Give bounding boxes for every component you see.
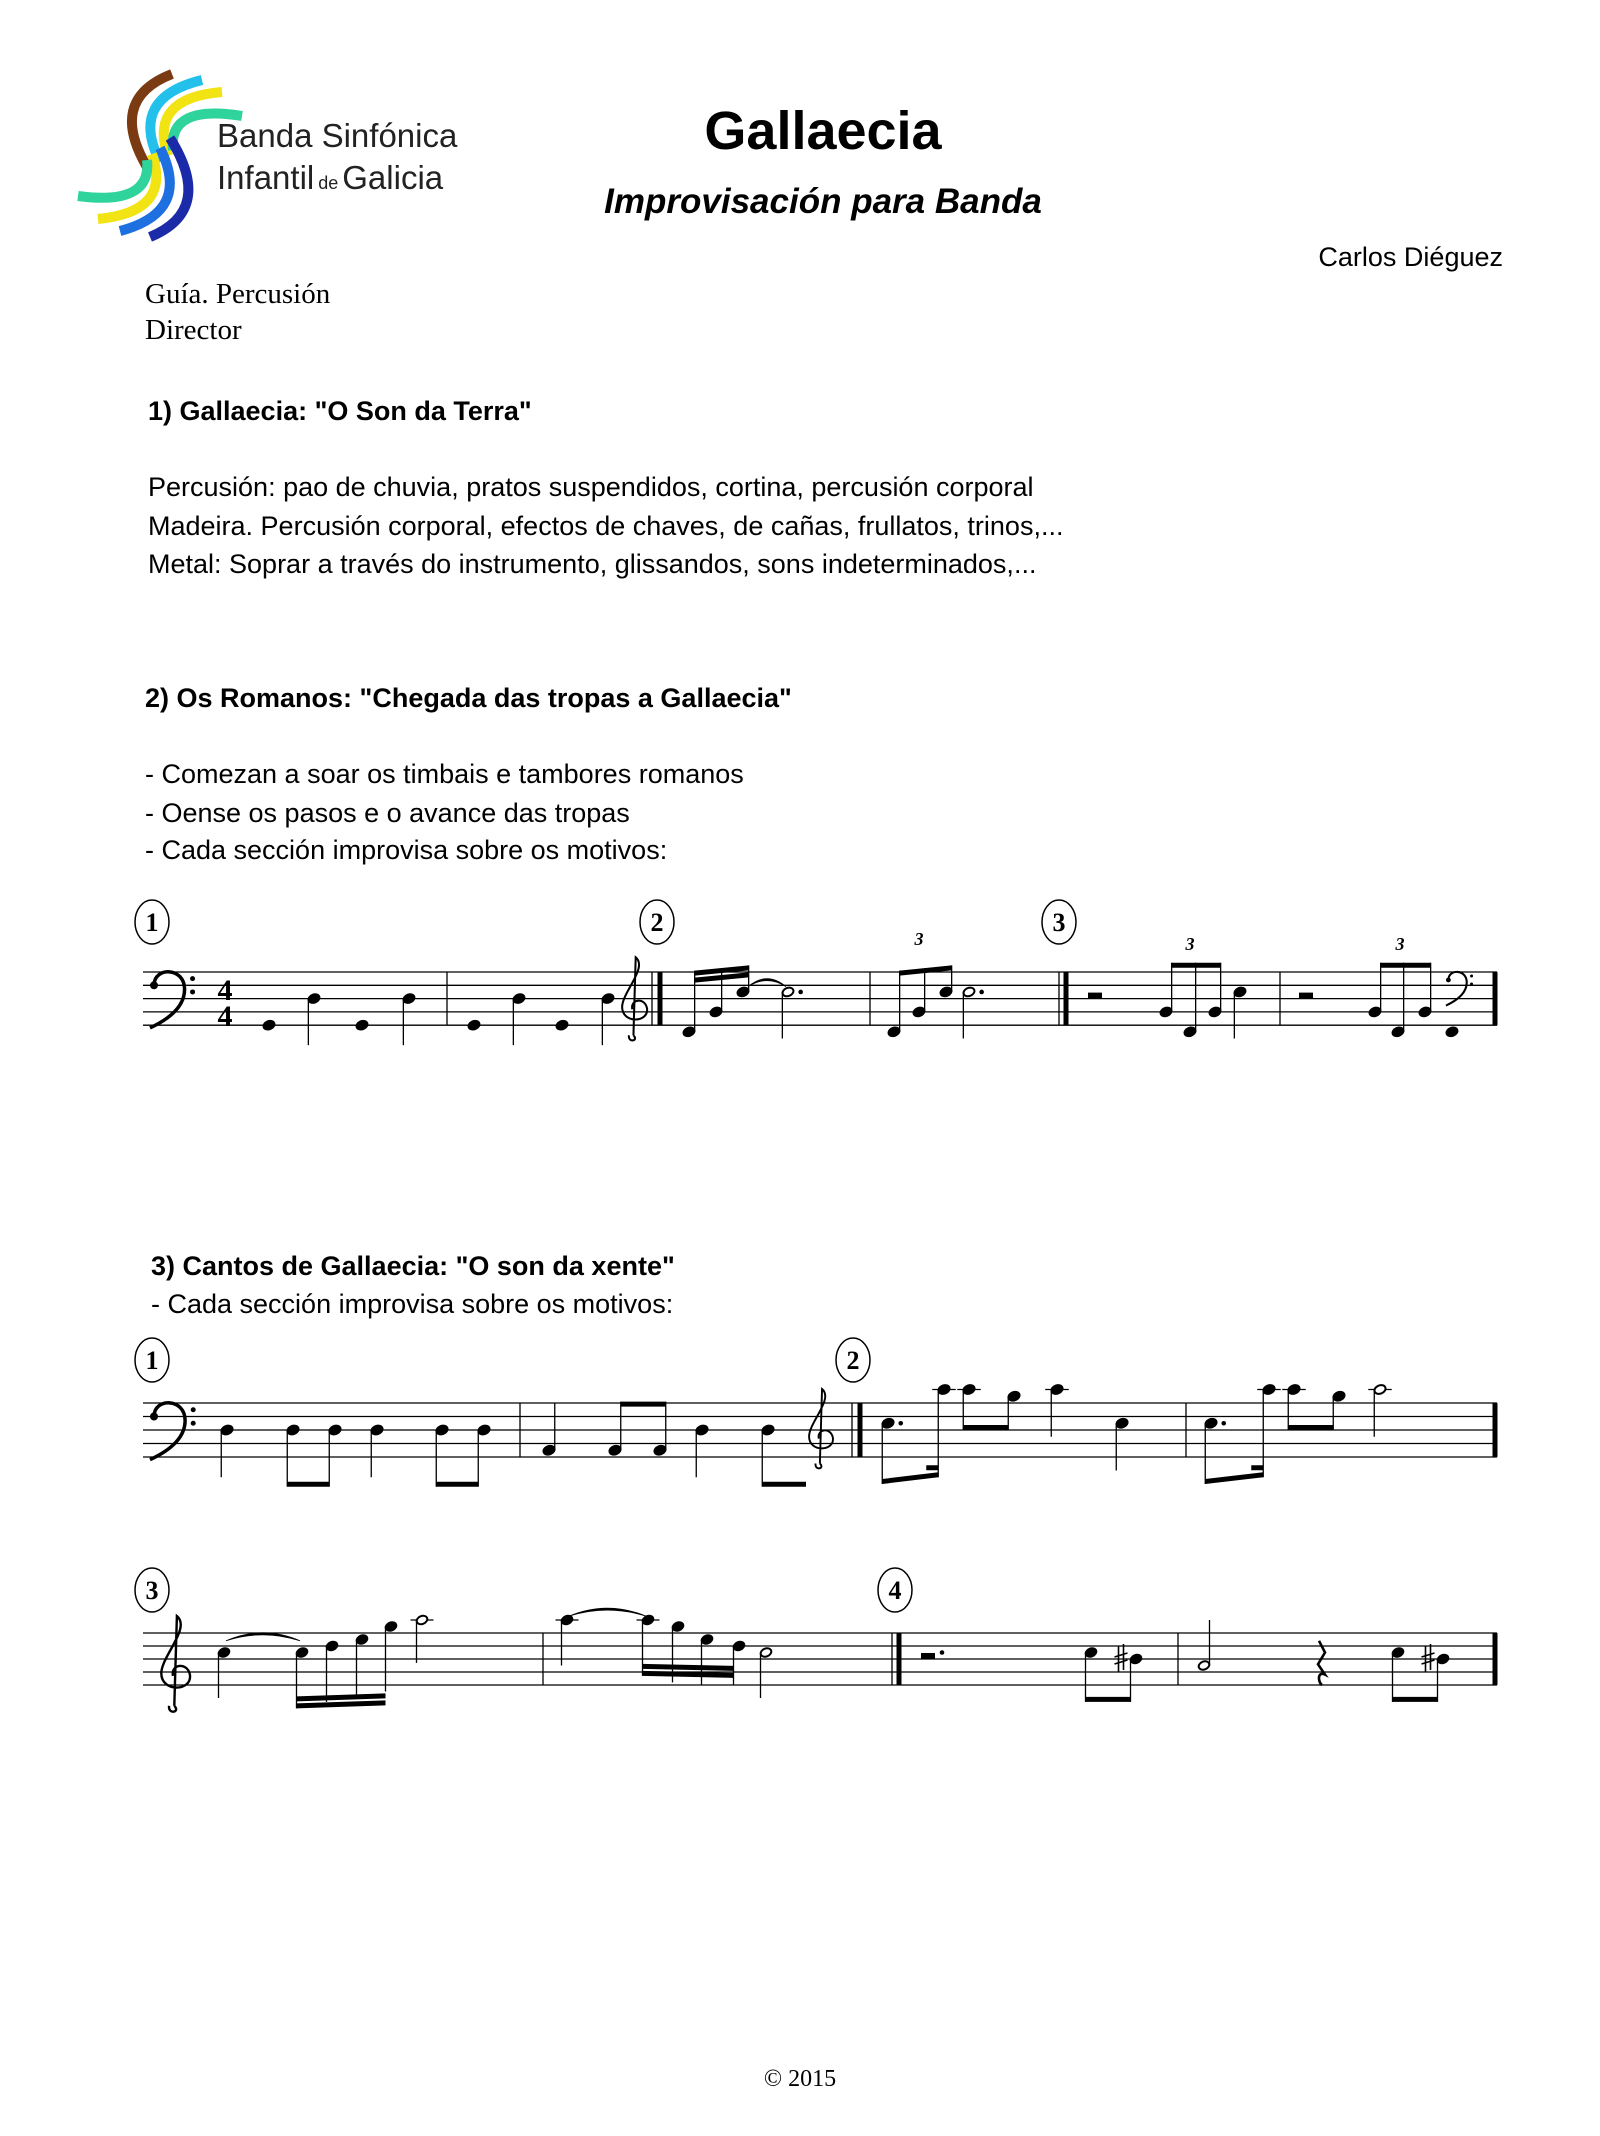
logo-text-line1: Banda Sinfónica xyxy=(217,117,458,154)
notehead xyxy=(261,1018,277,1032)
augmentation-dot xyxy=(1221,1421,1226,1426)
notehead xyxy=(354,1018,370,1032)
beam xyxy=(1205,1472,1263,1484)
svg-text:3: 3 xyxy=(145,1576,159,1605)
motif-marker xyxy=(135,1568,169,1612)
sharp-icon xyxy=(1422,1644,1435,1672)
bass-clef-dot xyxy=(190,976,195,981)
beam xyxy=(297,1700,386,1708)
section3-line: - Cada sección improvisa sobre os motivos: xyxy=(151,1289,674,1319)
notehead xyxy=(554,1018,570,1032)
tie xyxy=(569,1608,646,1616)
svg-text:4: 4 xyxy=(888,1576,902,1605)
beam xyxy=(287,1482,329,1487)
section2-line: - Cada sección improvisa sobre os motivos: xyxy=(145,835,668,865)
logo-text-de: de xyxy=(318,173,339,193)
notehead xyxy=(962,986,976,998)
motif-marker xyxy=(640,900,674,944)
augmentation-dot xyxy=(979,990,984,995)
sharp-icon xyxy=(1115,1644,1128,1672)
guide-line-1: Guía. Percusión xyxy=(145,278,331,310)
tuplet-number: 3 xyxy=(1395,934,1405,954)
half-rest-icon xyxy=(921,1653,935,1659)
time-signature-bottom: 4 xyxy=(217,1000,233,1033)
beam xyxy=(297,1693,386,1701)
beam xyxy=(1172,963,1221,968)
notehead xyxy=(1373,1384,1387,1396)
beam xyxy=(762,1482,806,1487)
time-signature-top: 4 xyxy=(217,974,233,1007)
beam xyxy=(643,1664,734,1671)
bass-clef-icon xyxy=(150,1403,185,1460)
beam xyxy=(882,1472,938,1484)
bass-clef-dot xyxy=(1470,982,1473,985)
beam xyxy=(900,965,952,975)
section3-heading: 3) Cantos de Gallaecia: "O son da xente" xyxy=(151,1251,675,1281)
beam xyxy=(1288,1425,1333,1430)
bass-clef-icon xyxy=(150,972,185,1028)
tie xyxy=(226,1633,300,1641)
notehead xyxy=(759,1647,772,1658)
section1-heading: 1) Gallaecia: "O Son da Terra" xyxy=(148,396,532,426)
motif-marker xyxy=(135,900,169,944)
page-title: Gallaecia xyxy=(704,101,942,161)
bass-clef-dot xyxy=(1470,974,1473,977)
half-rest-icon xyxy=(1088,993,1102,999)
beam xyxy=(963,1425,1008,1430)
notehead xyxy=(415,1614,428,1625)
treble-clef-icon xyxy=(161,1616,190,1712)
tuplet-number: 3 xyxy=(1185,934,1195,954)
guide-line-2: Director xyxy=(145,314,242,346)
composer: Carlos Diéguez xyxy=(1318,242,1503,272)
section1-line: Madeira. Percusión corporal, efectos de chaves, de cañas, frullatos, trinos,... xyxy=(148,511,1064,541)
notehead xyxy=(781,986,795,998)
bass-clef-dot xyxy=(191,1421,196,1426)
section1-line: Metal: Soprar a través do instrumento, glissandos, sons indeterminados,... xyxy=(148,549,1037,579)
beam xyxy=(1381,963,1431,968)
augmentation-dot xyxy=(940,1650,945,1655)
half-rest-icon xyxy=(1299,993,1313,999)
section1-line: Percusión: pao de chuvia, pratos suspendidos, cortina, percusión corporal xyxy=(148,472,1034,502)
svg-text:2: 2 xyxy=(650,908,664,937)
svg-text:3: 3 xyxy=(1052,908,1066,937)
beam xyxy=(1393,1697,1438,1702)
bass-clef-dot xyxy=(191,1407,196,1412)
beam xyxy=(926,1465,938,1470)
svg-text:1: 1 xyxy=(145,908,159,937)
section2-line: - Oense os pasos e o avance das tropas xyxy=(145,798,630,828)
beam xyxy=(1086,1697,1131,1702)
copyright: © 2015 xyxy=(763,2066,837,2092)
quarter-rest-icon xyxy=(1318,1641,1325,1685)
augmentation-dot xyxy=(898,1421,903,1426)
bass-clef-dot xyxy=(190,989,195,994)
svg-text:2: 2 xyxy=(846,1346,860,1375)
svg-text:1: 1 xyxy=(145,1346,159,1375)
bass-clef-icon xyxy=(1446,972,1467,1006)
section2-heading: 2) Os Romanos: "Chegada das tropas a Gallaecia" xyxy=(145,683,792,713)
augmentation-dot xyxy=(798,990,803,995)
motif-marker xyxy=(836,1338,870,1382)
notehead xyxy=(1444,1025,1460,1039)
notehead xyxy=(466,1018,482,1032)
section2-line: - Comezan a soar os timbais e tambores romanos xyxy=(145,759,744,789)
beam xyxy=(621,1402,666,1407)
page-subtitle: Improvisación para Banda xyxy=(604,182,1042,221)
logo-text-galicia: Galicia xyxy=(342,159,444,196)
beam xyxy=(1251,1465,1263,1470)
motif-marker xyxy=(1042,900,1076,944)
tuplet-number: 3 xyxy=(914,929,924,949)
logo-text-infantil: Infantil xyxy=(217,159,315,196)
motif-marker xyxy=(878,1568,912,1612)
beam xyxy=(436,1482,478,1487)
motif-marker xyxy=(135,1338,169,1382)
notehead xyxy=(1197,1660,1210,1671)
